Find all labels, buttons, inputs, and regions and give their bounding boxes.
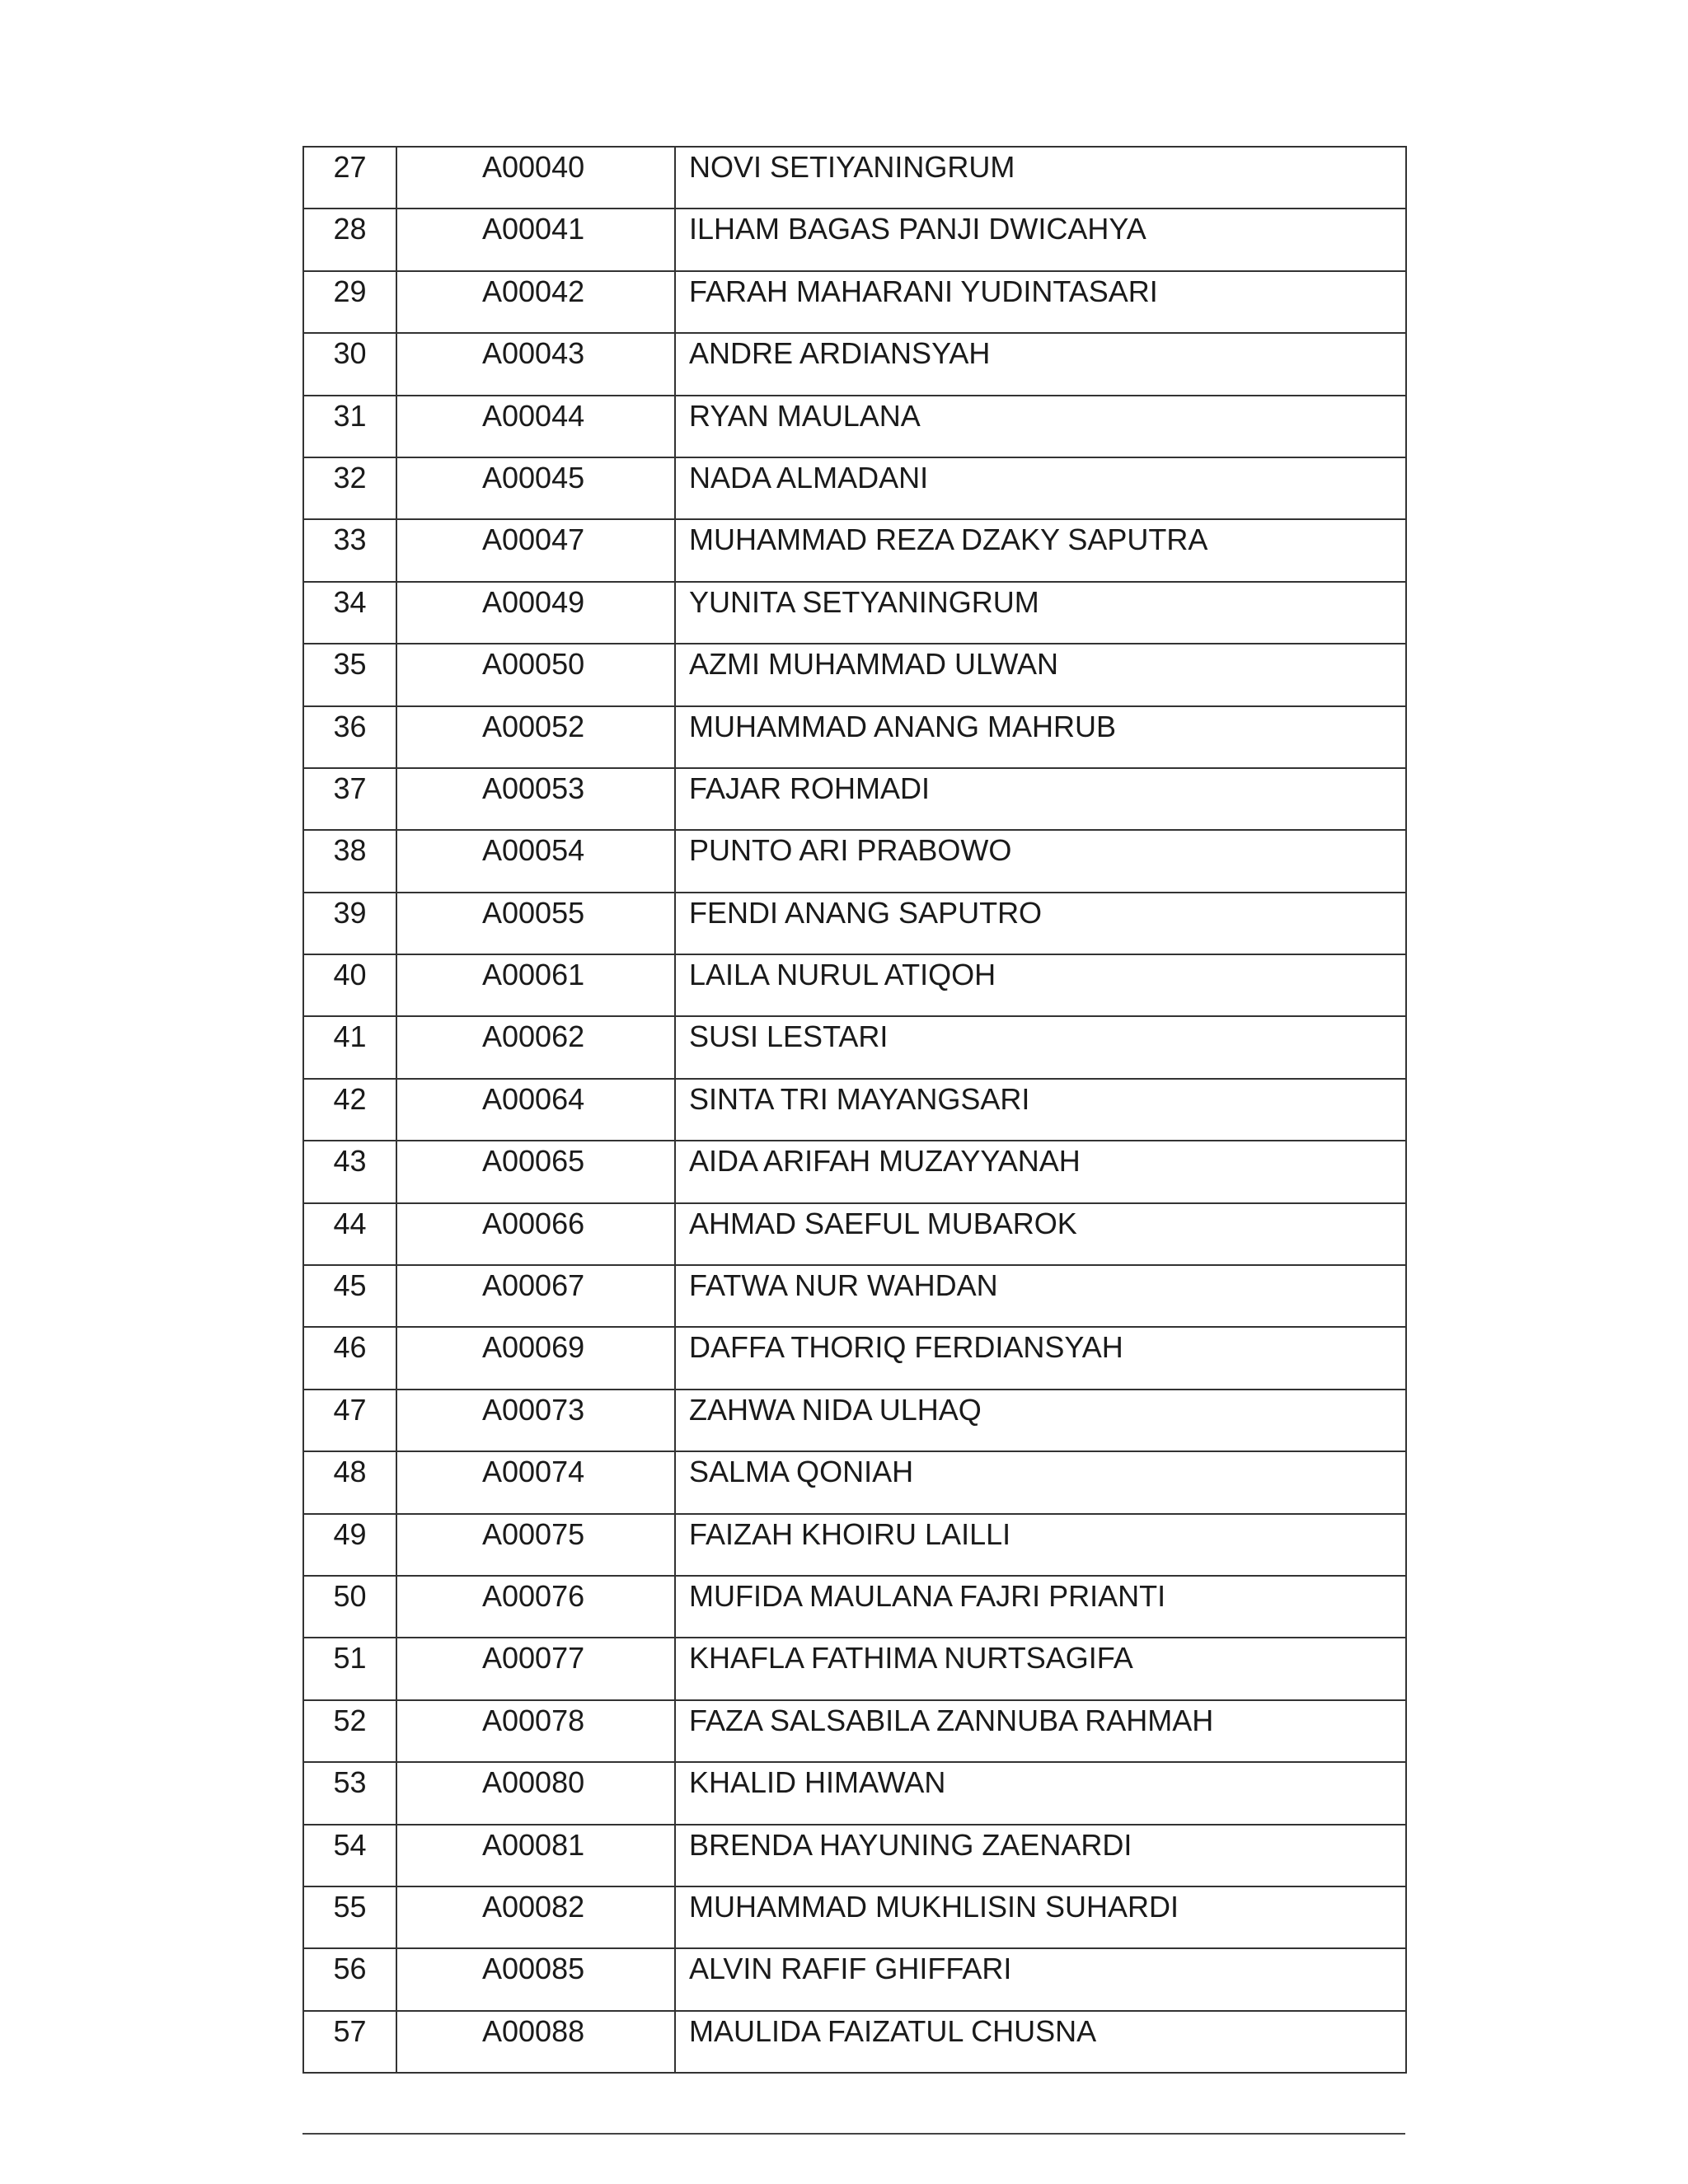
participant-id-cell — [396, 1700, 675, 1762]
table-row — [303, 271, 1406, 333]
table-row — [303, 1948, 1406, 2010]
table-row — [303, 768, 1406, 830]
participant-name-cell — [675, 1762, 1406, 1824]
participant-id-text: A00082 — [482, 1889, 585, 1924]
table-row — [303, 1886, 1406, 1948]
row-number-text: 33 — [333, 523, 367, 557]
participant-name-cell — [675, 1514, 1406, 1576]
table-row — [303, 830, 1406, 892]
participant-name-cell — [675, 1265, 1406, 1327]
participant-id-cell — [396, 768, 675, 830]
participant-id-text: A00067 — [482, 1268, 585, 1303]
participant-name-text: MAULIDA FAIZATUL CHUSNA — [689, 2013, 1097, 2048]
table-row — [303, 519, 1406, 581]
row-number-cell — [303, 1390, 396, 1451]
participant-name-cell — [675, 1576, 1406, 1638]
participant-id-text: A00080 — [482, 1765, 585, 1800]
row-number-cell — [303, 2011, 396, 2073]
table-row — [303, 582, 1406, 644]
row-number-cell — [303, 457, 396, 519]
participant-name-cell — [675, 333, 1406, 395]
participant-name-text: MUHAMMAD MUKHLISIN SUHARDI — [689, 1889, 1179, 1924]
participant-id-cell — [396, 954, 675, 1016]
participant-name-cell — [675, 1079, 1406, 1141]
participant-name-text: FATWA NUR WAHDAN — [689, 1268, 998, 1303]
participant-name-text: YUNITA SETYANINGRUM — [689, 584, 1039, 619]
participant-id-text: A00064 — [482, 1081, 585, 1116]
participant-name-cell — [675, 1203, 1406, 1265]
table-row — [303, 1514, 1406, 1576]
row-number-cell — [303, 954, 396, 1016]
participant-id-cell — [396, 830, 675, 892]
row-number-text: 40 — [333, 958, 367, 992]
participant-name-cell — [675, 2011, 1406, 2073]
participant-name-text: AHMAD SAEFUL MUBAROK — [689, 1206, 1077, 1240]
row-number-cell — [303, 519, 396, 581]
table-row — [303, 644, 1406, 705]
participant-id-text: A00049 — [482, 584, 585, 619]
participant-name-text: AIDA ARIFAH MUZAYYANAH — [689, 1144, 1081, 1179]
table-row — [303, 893, 1406, 954]
participant-id-text: A00065 — [482, 1144, 585, 1179]
table-row — [303, 1016, 1406, 1078]
row-number-cell — [303, 1265, 396, 1327]
participant-name-text: BRENDA HAYUNING ZAENARDI — [689, 1827, 1132, 1862]
table-row — [303, 333, 1406, 395]
row-number-text: 37 — [333, 771, 367, 805]
row-number-cell — [303, 333, 396, 395]
row-number-text: 42 — [333, 1081, 367, 1116]
participant-name-text: ANDRE ARDIANSYAH — [689, 336, 991, 371]
participant-id-cell — [396, 1886, 675, 1948]
participant-id-cell — [396, 1514, 675, 1576]
participant-id-text: A00061 — [482, 958, 585, 992]
participant-name-text: SUSI LESTARI — [689, 1019, 889, 1054]
participant-id-cell — [396, 1825, 675, 1886]
participant-id-cell — [396, 1390, 675, 1451]
participant-id-cell — [396, 582, 675, 644]
row-number-text: 48 — [333, 1455, 367, 1489]
table-row — [303, 706, 1406, 768]
row-number-cell — [303, 1762, 396, 1824]
row-number-cell — [303, 396, 396, 457]
participant-id-cell — [396, 1451, 675, 1513]
table-row — [303, 1700, 1406, 1762]
row-number-cell — [303, 1948, 396, 2010]
participant-name-text: NOVI SETIYANINGRUM — [689, 150, 1015, 184]
participant-id-text: A00073 — [482, 1392, 585, 1427]
row-number-text: 47 — [333, 1392, 367, 1427]
participant-name-text: KHAFLA FATHIMA NURTSAGIFA — [689, 1641, 1133, 1675]
row-number-cell — [303, 1016, 396, 1078]
row-number-text: 49 — [333, 1516, 367, 1551]
row-number-text: 54 — [333, 1827, 367, 1862]
row-number-text: 52 — [333, 1703, 367, 1737]
row-number-text: 30 — [333, 336, 367, 371]
participant-id-text: A00052 — [482, 709, 585, 743]
participant-id-text: A00047 — [482, 523, 585, 557]
participant-name-text: FAZA SALSABILA ZANNUBA RAHMAH — [689, 1703, 1214, 1737]
participant-id-text: A00076 — [482, 1578, 585, 1613]
row-number-text: 50 — [333, 1578, 367, 1613]
participant-id-text: A00078 — [482, 1703, 585, 1737]
participant-id-cell — [396, 1016, 675, 1078]
row-number-text: 35 — [333, 647, 367, 682]
row-number-cell — [303, 1514, 396, 1576]
participant-id-cell — [396, 519, 675, 581]
participant-id-cell — [396, 1576, 675, 1638]
table-row — [303, 1451, 1406, 1513]
row-number-text: 27 — [333, 150, 367, 184]
table-row — [303, 209, 1406, 270]
participant-id-cell — [396, 2011, 675, 2073]
participant-id-text: A00040 — [482, 150, 585, 184]
participant-name-cell — [675, 893, 1406, 954]
row-number-text: 32 — [333, 460, 367, 494]
participant-name-cell — [675, 457, 1406, 519]
participant-name-text: ZAHWA NIDA ULHAQ — [689, 1392, 982, 1427]
participant-id-cell — [396, 1141, 675, 1202]
row-number-cell — [303, 271, 396, 333]
participant-id-cell — [396, 1327, 675, 1389]
participant-id-text: A00081 — [482, 1827, 585, 1862]
row-number-text: 44 — [333, 1206, 367, 1240]
participant-id-text: A00077 — [482, 1641, 585, 1675]
participant-name-text: RYAN MAULANA — [689, 398, 921, 433]
row-number-cell — [303, 768, 396, 830]
participant-id-cell — [396, 209, 675, 270]
participant-id-text: A00042 — [482, 274, 585, 308]
participant-id-cell — [396, 1638, 675, 1699]
participant-name-text: FENDI ANANG SAPUTRO — [689, 895, 1043, 930]
row-number-cell — [303, 1141, 396, 1202]
participant-id-cell — [396, 1762, 675, 1824]
participant-id-cell — [396, 271, 675, 333]
participant-id-text: A00088 — [482, 2013, 585, 2048]
row-number-cell — [303, 1638, 396, 1699]
participant-name-text: FAIZAH KHOIRU LAILLI — [689, 1516, 1011, 1551]
participant-name-text: SINTA TRI MAYANGSARI — [689, 1081, 1030, 1116]
participant-name-text: NADA ALMADANI — [689, 460, 929, 494]
row-number-cell — [303, 1451, 396, 1513]
participant-name-text: KHALID HIMAWAN — [689, 1765, 946, 1800]
row-number-cell — [303, 706, 396, 768]
participant-name-cell — [675, 768, 1406, 830]
participant-id-text: A00045 — [482, 460, 585, 494]
row-number-cell — [303, 1825, 396, 1886]
participant-name-cell — [675, 147, 1406, 209]
table-row — [303, 1576, 1406, 1638]
row-number-text: 57 — [333, 2013, 367, 2048]
participant-name-text: PUNTO ARI PRABOWO — [689, 833, 1012, 868]
participant-name-text: LAILA NURUL ATIQOH — [689, 958, 996, 992]
participant-name-cell — [675, 644, 1406, 705]
participant-id-cell — [396, 457, 675, 519]
row-number-text: 43 — [333, 1144, 367, 1179]
participant-name-cell — [675, 271, 1406, 333]
participant-id-cell — [396, 1079, 675, 1141]
participant-id-cell — [396, 396, 675, 457]
participant-id-cell — [396, 893, 675, 954]
participant-name-cell — [675, 519, 1406, 581]
participant-id-text: A00044 — [482, 398, 585, 433]
participant-name-text: ILHAM BAGAS PANJI DWICAHYA — [689, 212, 1146, 246]
row-number-text: 36 — [333, 709, 367, 743]
row-number-cell — [303, 1576, 396, 1638]
row-number-text: 28 — [333, 212, 367, 246]
row-number-cell — [303, 1886, 396, 1948]
participant-name-cell — [675, 1390, 1406, 1451]
row-number-text: 29 — [333, 274, 367, 308]
table-row — [303, 1141, 1406, 1202]
table-row — [303, 1327, 1406, 1389]
participant-id-cell — [396, 333, 675, 395]
participant-name-text: SALMA QONIAH — [689, 1455, 914, 1489]
row-number-cell — [303, 830, 396, 892]
participant-id-text: A00062 — [482, 1019, 585, 1054]
row-number-text: 39 — [333, 895, 367, 930]
row-number-text: 45 — [333, 1268, 367, 1303]
participant-name-cell — [675, 1327, 1406, 1389]
participant-name-cell — [675, 1948, 1406, 2010]
row-number-text: 51 — [333, 1641, 367, 1675]
participant-name-text: FARAH MAHARANI YUDINTASARI — [689, 274, 1158, 308]
row-number-text: 53 — [333, 1765, 367, 1800]
table-row — [303, 1638, 1406, 1699]
participant-id-text: A00041 — [482, 212, 585, 246]
row-number-cell — [303, 1079, 396, 1141]
participant-id-cell — [396, 706, 675, 768]
row-number-text: 46 — [333, 1330, 367, 1365]
table-row — [303, 954, 1406, 1016]
row-number-cell — [303, 893, 396, 954]
participant-table-body — [303, 147, 1406, 2073]
participant-name-cell — [675, 1700, 1406, 1762]
participant-id-cell — [396, 1203, 675, 1265]
participant-id-text: A00066 — [482, 1206, 585, 1240]
row-number-text: 56 — [333, 1952, 367, 1986]
row-number-text: 55 — [333, 1889, 367, 1924]
participant-name-cell — [675, 1141, 1406, 1202]
participant-id-text: A00085 — [482, 1952, 585, 1986]
participant-name-cell — [675, 830, 1406, 892]
participant-id-cell — [396, 1265, 675, 1327]
participant-id-cell — [396, 147, 675, 209]
row-number-cell — [303, 209, 396, 270]
participant-id-cell — [396, 644, 675, 705]
table-row — [303, 1762, 1406, 1824]
row-number-cell — [303, 1327, 396, 1389]
participant-name-text: MUHAMMAD REZA DZAKY SAPUTRA — [689, 523, 1208, 557]
participant-name-cell — [675, 1638, 1406, 1699]
row-number-text: 41 — [333, 1019, 367, 1054]
participant-id-text: A00054 — [482, 833, 585, 868]
table-row — [303, 1825, 1406, 1886]
participant-name-cell — [675, 1886, 1406, 1948]
row-number-cell — [303, 1203, 396, 1265]
row-number-text: 34 — [333, 584, 367, 619]
participant-name-cell — [675, 1825, 1406, 1886]
participant-id-text: A00050 — [482, 647, 585, 682]
participant-name-text: DAFFA THORIQ FERDIANSYAH — [689, 1330, 1123, 1365]
participant-name-cell — [675, 396, 1406, 457]
participant-id-text: A00053 — [482, 771, 585, 805]
table-row — [303, 457, 1406, 519]
table-row — [303, 2011, 1406, 2073]
table-row — [303, 396, 1406, 457]
row-number-text: 31 — [333, 398, 367, 433]
participant-name-cell — [675, 954, 1406, 1016]
participant-name-cell — [675, 582, 1406, 644]
participant-name-cell — [675, 706, 1406, 768]
table-row — [303, 1079, 1406, 1141]
table-row — [303, 1390, 1406, 1451]
row-number-cell — [303, 644, 396, 705]
participant-name-cell — [675, 1451, 1406, 1513]
footer-divider — [302, 2133, 1405, 2135]
participant-id-text: A00074 — [482, 1455, 585, 1489]
participant-id-text: A00055 — [482, 895, 585, 930]
participant-table — [302, 146, 1407, 2074]
table-row — [303, 1203, 1406, 1265]
row-number-cell — [303, 582, 396, 644]
participant-name-text: AZMI MUHAMMAD ULWAN — [689, 647, 1058, 682]
row-number-cell — [303, 1700, 396, 1762]
participant-id-cell — [396, 1948, 675, 2010]
row-number-text: 38 — [333, 833, 367, 868]
participant-name-text: ALVIN RAFIF GHIFFARI — [689, 1952, 1012, 1986]
participant-id-text: A00043 — [482, 336, 585, 371]
participant-name-text: MUHAMMAD ANANG MAHRUB — [689, 709, 1117, 743]
participant-name-text: MUFIDA MAULANA FAJRI PRIANTI — [689, 1578, 1166, 1613]
participant-name-cell — [675, 209, 1406, 270]
participant-id-text: A00069 — [482, 1330, 585, 1365]
table-row — [303, 1265, 1406, 1327]
participant-name-cell — [675, 1016, 1406, 1078]
table-row — [303, 147, 1406, 209]
row-number-cell — [303, 147, 396, 209]
participant-name-text: FAJAR ROHMADI — [689, 771, 931, 805]
participant-id-text: A00075 — [482, 1516, 585, 1551]
